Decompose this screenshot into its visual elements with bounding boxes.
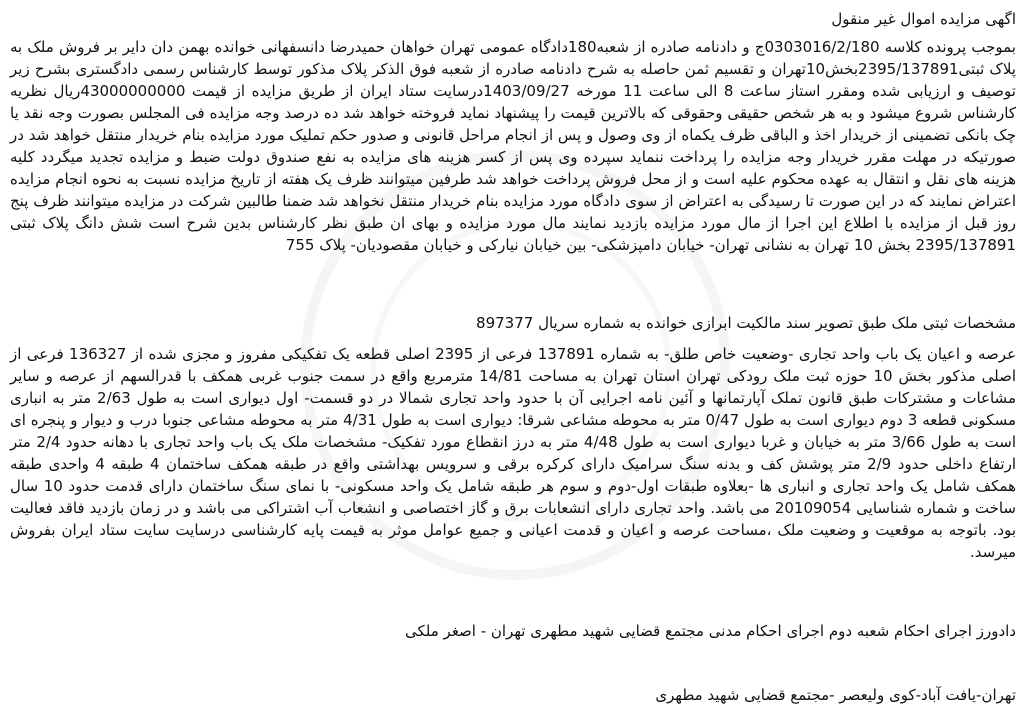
notice-title: اگهی مزایده اموال غیر منقول <box>831 10 1016 28</box>
registration-spec-paragraph: عرصه و اعیان یک باب واحد تجاری -وضعیت خاص طلق- به شماره 137891 فرعی از 2395 اصلی قطعه یک تفکیکی مفروز و مجزی شده از 136327 فرعی از اصلی مذکور بخش 10 حوزه ثبت ملک رودکی تهران استان تهران به مساحت 14/81 مترمربع واقع در سمت جنوب غربی همکف با قدرالسهم از عرصه و سایر مشاعات و مشترکات طبق قانون تملک آپارتمانها و آئین نامه اجرایی آن با حدود واحد تجاری شمالا در دو قسمت- اول دیواری است به طول 2/63 متر به انباری مسکونی قطعه 3 دوم دیواری است به طول 0/47 متر به محوطه مشاعی شرقا: دیواری است به طول 4/31 متر به محوطه مشاعی جنوبا درب و دیوار و پنجره ای است به طول 3/66 متر به خیابان و غربا دیواری است به طول 4/48 متر به درز انقطاع مورد تفکیک- مشخصات ملک یک باب واحد تجاری با دهانه حدود 2/4 متر ارتفاع داخلی حدود 2/9 متر پوشش کف و بدنه سنگ سرامیک دارای کرکره برقی و سرویس بهداشتی واقع در طبقه همکف ساختمان 4 طبقه 4 واحدی طبقه همکف شامل یک واحد تجاری و انباری ها -بعلاوه طبقات اول-دوم و سوم هر طبقه شامل یک واحد مسکونی- با نمای سنگ ساختمان دارای قدمت حدود 10 سال ساخت و شماره شناسایی 20109054 می باشد. واحد تجاری دارای انشعابات برق و گاز اختصاصی و انشعاب آب اشتراکی می باشد و در زمان بازدید فاقد فعالیت بود. باتوجه به موقعیت و وضعیت ملک ،مساحت عرصه و اعیان و قدمت اعیانی و جمیع عوامل موثر به قیمت پایه کارشناسی درسایت سایت ستاد ایران بفروش میرسد. <box>10 345 1017 561</box>
judge-signature-line: دادورز اجرای احکام شعبه دوم اجرای احکام مدنی مجتمع قضایی شهید مطهری تهران - اصغر ملکی <box>404 622 1016 640</box>
notice-body-paragraph: بموجب پرونده کلاسه 0303016/2/180ج و دادنامه صادره از شعبه180دادگاه عمومی تهران خواهان حمیدرضا دانسفهانی خوانده بهمن دان دایر بر فروش ملک به پلاک ثبتی2395/137891بخش10تهران و تقسیم ثمن حاصله به شرح دادنامه صادره از شعبه فوق الذکر پلاک مذکور توسط کارشناس رسمی دادگستری بشرح زیر توصیف و ارزیابی شده ومقرر استاز ساعت 8 الی ساعت 11 مورخه 1403/09/27درسایت ستاد ایران از طریق مزایده از قیمت 43000000000ریال نظریه کارشناس شروع میشود و به هر شخص حقیقی وحقوقی که بالاترین قیمت را پیشنهاد نماید فروخته خواهد شد ده درصد وجه مزایده فی المجلس بصورت وجه نقد یا چک بانکی تضمینی از خریدار اخذ و الباقی ظرف یکماه از وی وصول و پس از انجام مراحل قانونی و صدور حکم تملیک مورد مزایده بنام خریدار منتقل خواهد شد در صورتیکه در مهلت مقرر خریدار وجه مزایده را پرداخت ننماید سپرده وی پس از کسر هزینه های مزایده به نفع صندوق دولت ضبط و مزایده تجدید میگردد کلیه هزینه های نقل و انتقال به عهده محکوم علیه است و از محل فروش پرداخت خواهد شد طرفین میتوانند ظرف یک هفته از تاریخ مزایده نسبت به نحوه انجام مزایده اعتراض نمایند که در این صورت تا رسیدگی به اعتراض از سوی دادگاه مورد مزایده بنام خریدار منتقل نخواهد شد ضمنا طالبین شرکت در مزایده میتوانند ظرف پنج روز قبل از مزایده با اطلاع این اجرا از مال مورد مزایده بازدید نمایند مال مورد مزایده و بهای ان طبق نظر کارشناس بدین شرح است شش دانگ پلاک ثبتی 2395/137891 بخش 10 تهران به نشانی تهران- خیابان دامپزشکی- بین خیابان نیارکی و خیابان مقصودیان- پلاک 755 <box>10 38 1016 254</box>
court-address-line: تهران-یافت آباد-کوی ولیعصر -مجتمع قضایی شهید مطهری <box>655 686 1016 704</box>
registration-spec-heading: مشخصات ثبتی ملک طبق تصویر سند مالکیت ابرازی خوانده به شماره سریال 897377 <box>476 314 1016 332</box>
